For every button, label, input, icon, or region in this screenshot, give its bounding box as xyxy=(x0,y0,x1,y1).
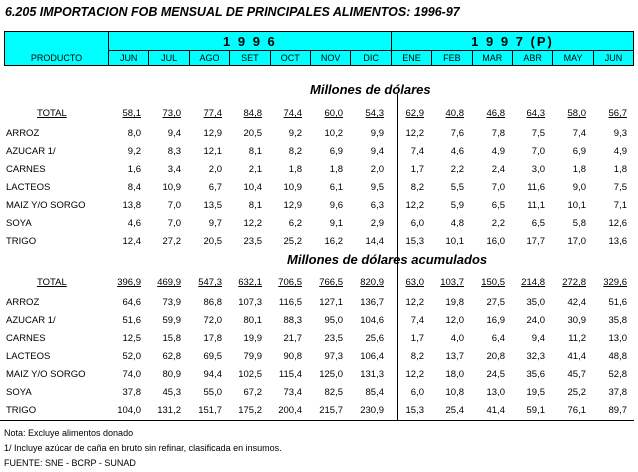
cell-value: 215,7 xyxy=(319,405,343,416)
cell-value: 6,2 xyxy=(288,218,302,229)
cell-value: 41,4 xyxy=(486,405,505,416)
cell-value: 104,0 xyxy=(117,405,141,416)
table-row xyxy=(0,218,638,233)
cell-value: 24,0 xyxy=(526,315,545,326)
cell-value: 72,0 xyxy=(203,315,222,326)
cell-value: 9,0 xyxy=(572,182,586,193)
table-row xyxy=(0,128,638,143)
cell-value: 136,7 xyxy=(360,297,384,308)
cell-value: 13,5 xyxy=(203,200,222,211)
cell-value: 59,9 xyxy=(162,315,181,326)
header-producto: PRODUCTO xyxy=(5,32,109,66)
cell-value: 10,1 xyxy=(567,200,586,211)
cell-value: 41,4 xyxy=(567,351,586,362)
cell-value: 23,5 xyxy=(324,333,343,344)
cell-value: 6,5 xyxy=(491,200,505,211)
cell-value: 17,7 xyxy=(526,236,545,247)
section1-unit: Millones de dólares xyxy=(310,82,431,97)
cell-value: 6,4 xyxy=(491,333,505,344)
cell-value: 5,5 xyxy=(450,182,464,193)
cell-value: 1,8 xyxy=(572,164,586,175)
cell-value: 200,4 xyxy=(278,405,302,416)
header-month: JUL xyxy=(149,51,189,66)
cell-value: 9,2 xyxy=(288,128,302,139)
cell-value: 706,5 xyxy=(278,277,302,288)
row-label: LACTEOS xyxy=(6,351,51,362)
cell-value: 35,0 xyxy=(526,297,545,308)
header-month: ENE xyxy=(391,51,431,66)
cell-value: 2,9 xyxy=(370,218,384,229)
cell-value: 8,2 xyxy=(288,146,302,157)
cell-value: 4,6 xyxy=(450,146,464,157)
cell-value: 21,7 xyxy=(283,333,302,344)
cell-value: 6,3 xyxy=(370,200,384,211)
row-label: SOYA xyxy=(6,387,32,398)
row-label: SOYA xyxy=(6,218,32,229)
header-month: JUN xyxy=(593,51,633,66)
cell-value: 86,8 xyxy=(203,297,222,308)
cell-value: 214,8 xyxy=(521,277,545,288)
cell-value: 17,0 xyxy=(567,236,586,247)
cell-value: 6,9 xyxy=(329,146,343,157)
cell-value: 82,5 xyxy=(324,387,343,398)
cell-value: 469,9 xyxy=(157,277,181,288)
header-month: ABR xyxy=(512,51,552,66)
cell-value: 131,3 xyxy=(360,369,384,380)
table-row xyxy=(0,297,638,312)
cell-value: 3,0 xyxy=(531,164,545,175)
cell-value: 45,3 xyxy=(162,387,181,398)
cell-value: 12,4 xyxy=(122,236,141,247)
cell-value: 7,0 xyxy=(167,218,181,229)
table-row xyxy=(0,369,638,384)
note-text: Nota: Excluye alimentos donado xyxy=(4,428,134,438)
cell-value: 84,8 xyxy=(243,108,262,119)
cell-value: 9,4 xyxy=(167,128,181,139)
cell-value: 150,5 xyxy=(481,277,505,288)
cell-value: 16,9 xyxy=(486,315,505,326)
cell-value: 62,9 xyxy=(405,108,424,119)
cell-value: 12,2 xyxy=(405,297,424,308)
cell-value: 51,6 xyxy=(608,297,627,308)
cell-value: 16,2 xyxy=(324,236,343,247)
row-label: TRIGO xyxy=(6,405,37,416)
table-row xyxy=(0,351,638,366)
cell-value: 35,8 xyxy=(608,315,627,326)
cell-value: 8,0 xyxy=(127,128,141,139)
header-year-1996: 1 9 9 6 xyxy=(109,32,392,51)
row-label: MAIZ Y/O SORGO xyxy=(6,200,86,211)
cell-value: 5,8 xyxy=(572,218,586,229)
cell-value: 20,5 xyxy=(203,236,222,247)
cell-value: 8,4 xyxy=(127,182,141,193)
table-row xyxy=(0,146,638,161)
cell-value: 8,2 xyxy=(410,351,424,362)
cell-value: 6,0 xyxy=(410,218,424,229)
row-label: CARNES xyxy=(6,333,46,344)
cell-value: 73,9 xyxy=(162,297,181,308)
cell-value: 9,9 xyxy=(370,128,384,139)
cell-value: 12,9 xyxy=(283,200,302,211)
cell-value: 54,3 xyxy=(365,108,384,119)
cell-value: 48,8 xyxy=(608,351,627,362)
cell-value: 6,9 xyxy=(572,146,586,157)
header-month: DIC xyxy=(351,51,391,66)
table-title: 6.205 IMPORTACION FOB MENSUAL DE PRINCIPALES ALIMENTOS: 1996-97 xyxy=(5,5,460,19)
cell-value: 12,2 xyxy=(405,128,424,139)
cell-value: 3,4 xyxy=(167,164,181,175)
cell-value: 7,4 xyxy=(410,146,424,157)
cell-value: 7,4 xyxy=(572,128,586,139)
cell-value: 4,8 xyxy=(450,218,464,229)
row-label: AZUCAR 1/ xyxy=(6,315,56,326)
cell-value: 151,7 xyxy=(198,405,222,416)
cell-value: 7,1 xyxy=(613,200,627,211)
header-month: FEB xyxy=(432,51,472,66)
cell-value: 69,5 xyxy=(203,351,222,362)
cell-value: 9,1 xyxy=(329,218,343,229)
cell-value: 12,9 xyxy=(203,128,222,139)
cell-value: 20,8 xyxy=(486,351,505,362)
cell-value: 13,6 xyxy=(608,236,627,247)
header-month: AGO xyxy=(189,51,229,66)
cell-value: 6,1 xyxy=(329,182,343,193)
table-row-total xyxy=(0,277,638,292)
cell-value: 14,4 xyxy=(365,236,384,247)
cell-value: 27,2 xyxy=(162,236,181,247)
cell-value: 13,7 xyxy=(445,351,464,362)
cell-value: 103,7 xyxy=(440,277,464,288)
row-label: AZUCAR 1/ xyxy=(6,146,56,157)
cell-value: 12,2 xyxy=(243,218,262,229)
cell-value: 1,7 xyxy=(410,164,424,175)
cell-value: 12,6 xyxy=(608,218,627,229)
cell-value: 272,8 xyxy=(562,277,586,288)
table-row xyxy=(0,182,638,197)
cell-value: 25,4 xyxy=(445,405,464,416)
cell-value: 60,0 xyxy=(324,108,343,119)
cell-value: 30,9 xyxy=(567,315,586,326)
cell-value: 40,8 xyxy=(445,108,464,119)
cell-value: 51,6 xyxy=(122,315,141,326)
cell-value: 7,5 xyxy=(613,182,627,193)
footnote-text: 1/ Incluye azúcar de caña en bruto sin refinar, clasificada en insumos. xyxy=(4,443,282,453)
cell-value: 547,3 xyxy=(198,277,222,288)
cell-value: 32,3 xyxy=(526,351,545,362)
cell-value: 4,0 xyxy=(450,333,464,344)
cell-value: 15,3 xyxy=(405,236,424,247)
cell-value: 19,9 xyxy=(243,333,262,344)
cell-value: 76,1 xyxy=(567,405,586,416)
cell-value: 7,8 xyxy=(491,128,505,139)
row-label: ARROZ xyxy=(6,128,40,139)
cell-value: 9,7 xyxy=(208,218,222,229)
cell-value: 67,2 xyxy=(243,387,262,398)
cell-value: 55,0 xyxy=(203,387,222,398)
cell-value: 80,9 xyxy=(162,369,181,380)
cell-value: 6,0 xyxy=(410,387,424,398)
cell-value: 73,4 xyxy=(283,387,302,398)
cell-value: 8,3 xyxy=(167,146,181,157)
cell-value: 18,0 xyxy=(445,369,464,380)
cell-value: 85,4 xyxy=(365,387,384,398)
cell-value: 19,5 xyxy=(526,387,545,398)
cell-value: 116,5 xyxy=(278,297,302,308)
cell-value: 127,1 xyxy=(319,297,343,308)
cell-value: 25,2 xyxy=(283,236,302,247)
cell-value: 4,9 xyxy=(613,146,627,157)
cell-value: 11,2 xyxy=(568,333,586,344)
cell-value: 62,8 xyxy=(162,351,181,362)
cell-value: 7,6 xyxy=(450,128,464,139)
table-header xyxy=(4,31,634,66)
cell-value: 97,3 xyxy=(324,351,343,362)
cell-value: 766,5 xyxy=(319,277,343,288)
cell-value: 17,8 xyxy=(203,333,222,344)
cell-value: 59,1 xyxy=(526,405,545,416)
cell-value: 58,0 xyxy=(567,108,586,119)
cell-value: 37,8 xyxy=(608,387,627,398)
cell-value: 1,8 xyxy=(288,164,302,175)
table-row xyxy=(0,405,638,420)
cell-value: 15,8 xyxy=(162,333,181,344)
cell-value: 74,4 xyxy=(283,108,302,119)
cell-value: 1,6 xyxy=(127,164,141,175)
header-month: OCT xyxy=(270,51,310,66)
cell-value: 73,0 xyxy=(162,108,181,119)
cell-value: 12,1 xyxy=(203,146,222,157)
cell-value: 64,3 xyxy=(526,108,545,119)
cell-value: 1,7 xyxy=(410,333,424,344)
cell-value: 89,7 xyxy=(608,405,627,416)
table-row xyxy=(0,333,638,348)
cell-value: 8,2 xyxy=(410,182,424,193)
cell-value: 820,9 xyxy=(360,277,384,288)
header-month: MAR xyxy=(472,51,512,66)
cell-value: 19,8 xyxy=(445,297,464,308)
cell-value: 74,0 xyxy=(122,369,141,380)
table-row xyxy=(0,236,638,251)
cell-value: 7,0 xyxy=(167,200,181,211)
cell-value: 8,1 xyxy=(248,200,262,211)
cell-value: 52,0 xyxy=(122,351,141,362)
cell-value: 10,4 xyxy=(243,182,262,193)
header-month: SET xyxy=(230,51,270,66)
cell-value: 12,0 xyxy=(445,315,464,326)
cell-value: 10,8 xyxy=(445,387,464,398)
cell-value: 1,8 xyxy=(613,164,627,175)
cell-value: 45,7 xyxy=(567,369,586,380)
cell-value: 1,8 xyxy=(329,164,343,175)
cell-value: 24,5 xyxy=(486,369,505,380)
cell-value: 102,5 xyxy=(238,369,262,380)
cell-value: 7,0 xyxy=(491,182,505,193)
cell-value: 13,0 xyxy=(608,333,627,344)
cell-value: 27,5 xyxy=(486,297,505,308)
cell-value: 9,6 xyxy=(329,200,343,211)
cell-value: 90,8 xyxy=(283,351,302,362)
cell-value: 632,1 xyxy=(238,277,262,288)
cell-value: 6,7 xyxy=(208,182,222,193)
cell-value: 10,9 xyxy=(162,182,181,193)
cell-value: 2,1 xyxy=(248,164,262,175)
cell-value: 115,4 xyxy=(278,369,302,380)
cell-value: 2,4 xyxy=(491,164,505,175)
cell-value: 11,6 xyxy=(527,182,545,193)
cell-value: 7,4 xyxy=(410,315,424,326)
cell-value: 95,0 xyxy=(324,315,343,326)
cell-value: 9,4 xyxy=(531,333,545,344)
cell-value: 2,2 xyxy=(491,218,505,229)
cell-value: 12,2 xyxy=(405,200,424,211)
cell-value: 2,2 xyxy=(450,164,464,175)
cell-value: 12,5 xyxy=(122,333,141,344)
cell-value: 13,0 xyxy=(486,387,505,398)
row-label: ARROZ xyxy=(6,297,40,308)
cell-value: 94,4 xyxy=(203,369,222,380)
cell-value: 107,3 xyxy=(238,297,262,308)
cell-value: 4,9 xyxy=(491,146,505,157)
cell-value: 64,6 xyxy=(122,297,141,308)
cell-value: 10,9 xyxy=(283,182,302,193)
cell-value: 329,6 xyxy=(603,277,627,288)
cell-value: 46,8 xyxy=(486,108,505,119)
table-bottom-rule xyxy=(0,420,634,421)
cell-value: 6,5 xyxy=(531,218,545,229)
cell-value: 2,0 xyxy=(208,164,222,175)
cell-value: 9,3 xyxy=(613,128,627,139)
row-label: TOTAL xyxy=(37,277,67,288)
row-label: LACTEOS xyxy=(6,182,51,193)
table-row xyxy=(0,200,638,215)
cell-value: 9,5 xyxy=(370,182,384,193)
cell-value: 230,9 xyxy=(360,405,384,416)
cell-value: 10,2 xyxy=(324,128,343,139)
row-label: MAIZ Y/O SORGO xyxy=(6,369,86,380)
table-row-total xyxy=(0,108,638,123)
cell-value: 25,6 xyxy=(365,333,384,344)
table-row xyxy=(0,315,638,330)
cell-value: 15,3 xyxy=(405,405,424,416)
cell-value: 9,4 xyxy=(370,146,384,157)
cell-value: 56,7 xyxy=(608,108,627,119)
cell-value: 106,4 xyxy=(360,351,384,362)
cell-value: 13,8 xyxy=(122,200,141,211)
cell-value: 80,1 xyxy=(243,315,262,326)
row-label: TOTAL xyxy=(37,108,67,119)
row-label: CARNES xyxy=(6,164,46,175)
row-label: TRIGO xyxy=(6,236,37,247)
cell-value: 104,6 xyxy=(360,315,384,326)
cell-value: 11,1 xyxy=(527,200,545,211)
cell-value: 8,1 xyxy=(248,146,262,157)
cell-value: 396,9 xyxy=(117,277,141,288)
header-month: NOV xyxy=(310,51,350,66)
cell-value: 20,5 xyxy=(243,128,262,139)
cell-value: 63,0 xyxy=(405,277,424,288)
cell-value: 5,9 xyxy=(450,200,464,211)
header-month: MAY xyxy=(553,51,593,66)
cell-value: 16,0 xyxy=(486,236,505,247)
cell-value: 4,6 xyxy=(127,218,141,229)
cell-value: 79,9 xyxy=(243,351,262,362)
source-text: FUENTE: SNE - BCRP - SUNAD xyxy=(4,458,136,468)
cell-value: 131,2 xyxy=(157,405,181,416)
cell-value: 35,6 xyxy=(526,369,545,380)
cell-value: 77,4 xyxy=(203,108,222,119)
cell-value: 42,4 xyxy=(567,297,586,308)
header-month: JUN xyxy=(109,51,149,66)
cell-value: 125,0 xyxy=(319,369,343,380)
cell-value: 9,2 xyxy=(127,146,141,157)
cell-value: 88,3 xyxy=(283,315,302,326)
cell-value: 175,2 xyxy=(238,405,262,416)
table-row xyxy=(0,164,638,179)
cell-value: 25,2 xyxy=(567,387,586,398)
cell-value: 37,8 xyxy=(122,387,141,398)
cell-value: 10,1 xyxy=(445,236,464,247)
cell-value: 23,5 xyxy=(243,236,262,247)
table-row xyxy=(0,387,638,402)
cell-value: 7,5 xyxy=(531,128,545,139)
cell-value: 12,2 xyxy=(405,369,424,380)
cell-value: 2,0 xyxy=(370,164,384,175)
cell-value: 52,8 xyxy=(608,369,627,380)
section2-unit: Millones de dólares acumulados xyxy=(287,252,488,267)
cell-value: 58,1 xyxy=(122,108,141,119)
header-year-1997: 1 9 9 7 (P) xyxy=(391,32,633,51)
cell-value: 7,0 xyxy=(531,146,545,157)
